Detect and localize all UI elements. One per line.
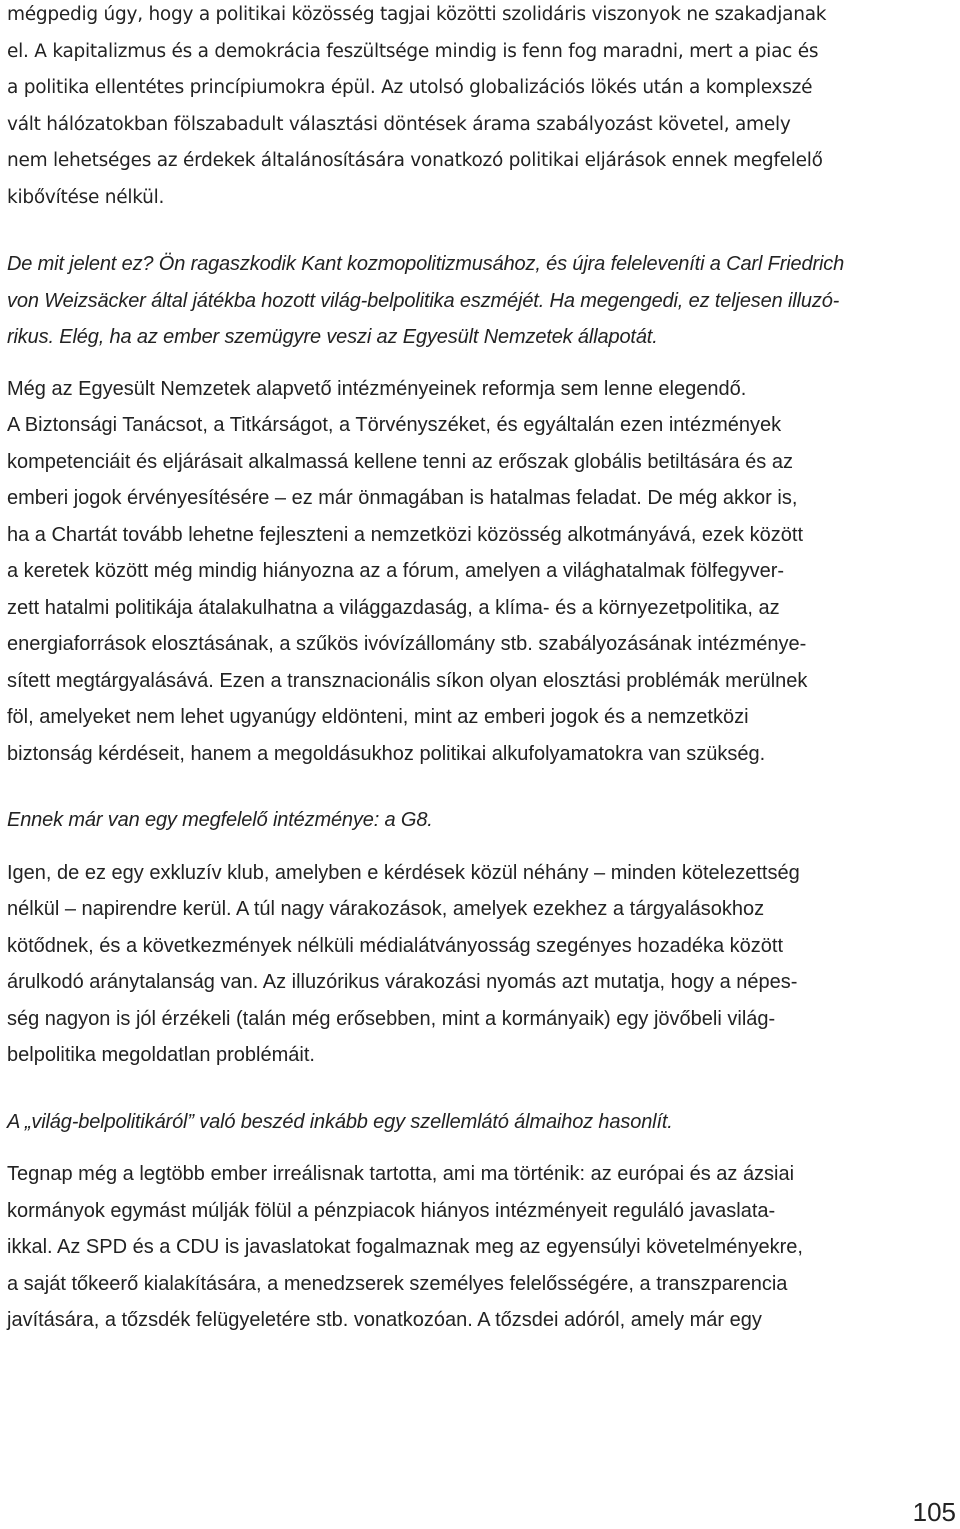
text-line: A „világ-belpolitikáról” való beszéd inkább egy szellemlátó álmaihoz hasonlít. xyxy=(7,1110,673,1133)
text-line: kompetenciáit és eljárásait alkalmassá kellene tenni az erőszak globális betiltására és az xyxy=(7,450,793,473)
text-line: energiaforrások elosztásának, a szűkös ivóvízállomány stb. szabályozásának intézménye- xyxy=(7,633,807,655)
text-line: ikkal. Az SPD és a CDU is javaslatokat fogalmaznak meg az egyensúlyi követelményekre, xyxy=(7,1236,803,1258)
interview-answer xyxy=(7,855,912,1074)
text-line: a saját tőkeerő kialakítására, a menedzserek személyes felelősségére, a transzparencia xyxy=(7,1272,788,1295)
interview-question xyxy=(7,802,912,839)
text-line: nem lehetséges az érdekek általánosítására vonatkozó politikai eljárások ennek megfelelő xyxy=(7,150,823,171)
text-line: rikus. Elég, ha az ember szemügyre veszi az Egyesült Nemzetek állapotát. xyxy=(7,326,658,348)
interview-answer xyxy=(7,1156,912,1339)
text-line: ség nagyon is jól érzékeli (talán még erősebben, mint a kormányaik) egy jövőbeli világ- xyxy=(7,1007,776,1030)
text-line: kormányok egymást múlják fölül a pénzpiacok hiányos intézményeit reguláló javaslata- xyxy=(7,1199,776,1222)
text-line: De mit jelent ez? Ön ragaszkodik Kant kozmopolitizmusához, és újra feleleveníti a Carl Friedrich xyxy=(7,253,845,275)
text-line: kibővítése nélkül. xyxy=(7,186,165,208)
interview-answer xyxy=(7,371,912,773)
text-line: biztonság kérdéseit, hanem a megoldásukhoz politikai alkufolyamatokra van szükség. xyxy=(7,742,766,765)
paragraph-gap xyxy=(7,1140,912,1156)
text-line: kötődnek, és a következmények nélküli médialátványosság szegényes hozadéka között xyxy=(7,934,784,957)
interview-question xyxy=(7,246,912,356)
page-content xyxy=(7,0,912,1339)
text-line: vált hálózatokban fölszabadult választási döntések árama szabályozást követel, amely xyxy=(7,113,791,135)
text-line: mégpedig úgy, hogy a politikai közösség tagjai közötti szolidáris viszonyok ne szakadjanak xyxy=(7,4,827,25)
paragraph-gap xyxy=(7,772,912,802)
text-line: Még az Egyesült Nemzetek alapvető intézményeinek reformja sem lenne elegendő. xyxy=(7,377,747,400)
text-line: árulkodó aránytalanság van. Az illuzórikus várakozási nyomás azt mutatja, hogy a népes- xyxy=(7,971,798,993)
text-line: zett hatalmi politikája átalakulhatna a világgazdaság, a klíma- és a környezetpolitika, az xyxy=(7,596,780,619)
text-line: javítására, a tőzsdék felügyeletére stb. vonatkozóan. A tőzsdei adóról, amely már egy xyxy=(7,1309,762,1331)
paragraph-gap xyxy=(7,356,912,371)
text-line: A Biztonsági Tanácsot, a Titkárságot, a Törvényszéket, és egyáltalán ezen intézmények xyxy=(7,414,782,436)
text-line: Tegnap még a legtöbb ember irreálisnak tartotta, ami ma történik: az európai és az ázsiai xyxy=(7,1163,795,1185)
text-line: a politika ellentétes princípiumokra épül. Az utolsó globalizációs lökés után a komplexszé xyxy=(7,77,813,98)
interview-question xyxy=(7,1104,912,1141)
paragraph-gap xyxy=(7,216,912,246)
text-line: Ennek már van egy megfelelő intézménye: a G8. xyxy=(7,809,433,831)
text-line: föl, amelyeket nem lehet ugyanúgy eldönteni, mint az emberi jogok és a nemzetközi xyxy=(7,706,749,728)
text-line: nélkül – napirendre kerül. A túl nagy várakozások, amelyek ezekhez a tárgyalásokhoz xyxy=(7,898,765,920)
page-number: 105 xyxy=(912,1497,956,1527)
text-line: ha a Chartát tovább lehetne fejleszteni a nemzetközi közösség alkotmányává, ezek között xyxy=(7,523,804,546)
text-line: Igen, de ez egy exkluzív klub, amelyben e kérdések közül néhány – minden kötelezettség xyxy=(7,861,800,884)
text-line: el. A kapitalizmus és a demokrácia feszültsége mindig is fenn fog maradni, mert a piac és xyxy=(7,40,819,62)
text-line: sített megtárgyalásává. Ezen a transznacionális síkon olyan elosztási problémák merülnek xyxy=(7,669,808,692)
text-line: von Weizsäcker által játékba hozott világ-belpolitika eszméjét. Ha megengedi, ez teljesen illuzó- xyxy=(7,289,840,312)
paragraph-gap xyxy=(7,1074,912,1104)
text-line: belpolitika megoldatlan problémáit. xyxy=(7,1044,315,1066)
paragraph-gap xyxy=(7,839,912,855)
paragraph-intro xyxy=(7,0,912,216)
text-line: a keretek között még mindig hiányozna az a fórum, amelyen a világhatalmak fölfegyver- xyxy=(7,560,785,582)
text-line: emberi jogok érvényesítésére – ez már önmagában is hatalmas feladat. De még akkor is, xyxy=(7,487,798,509)
